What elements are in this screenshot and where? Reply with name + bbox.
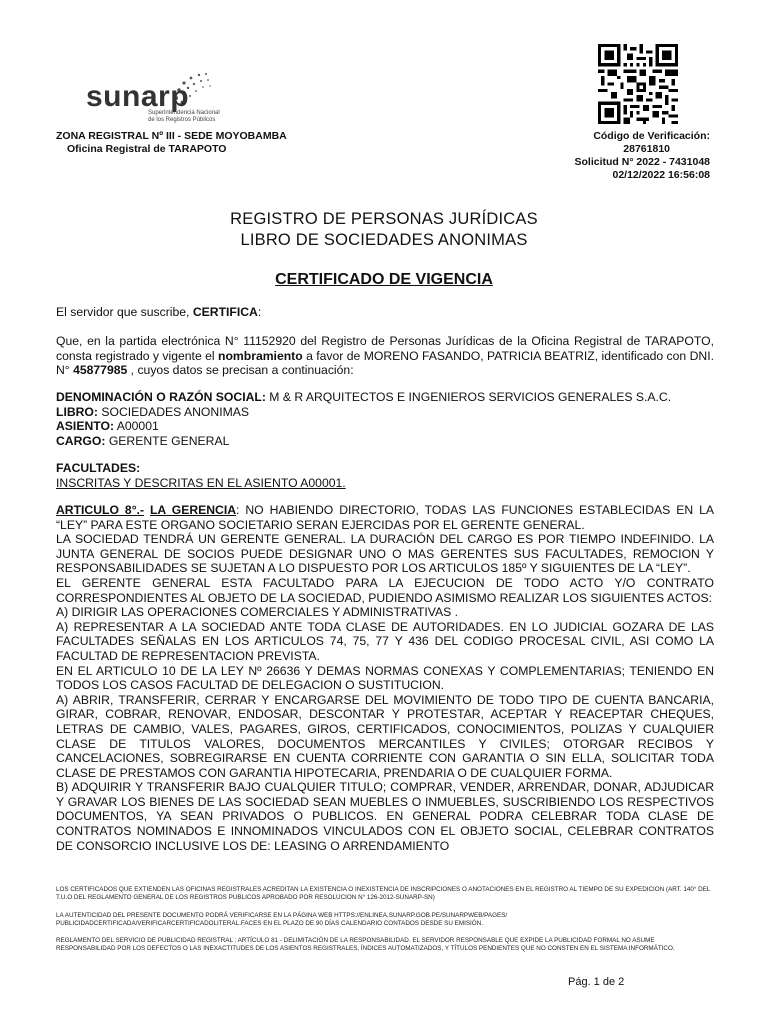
libro-row [56,405,714,420]
asiento-value: A00001 [114,419,159,434]
articulo-text: : NO HABIENDO DIRECTORIO, TODAS LAS FUNCIONES ESTABLECIDAS EN LA “LEY” PARA ESTE ORGANO SOCIETARIO SERAN EJERCIDAS POR EL GERENTE GENERAL. [56,503,714,532]
intro-p2-text: Que, en la partida electrónica N° 11152920 del Registro de Personas Jurídicas de la Oficina Registral de TARAPOTO, consta registrado y vigente el [56,334,714,363]
dni-value: 45877985 [73,363,128,378]
oficina-label: Oficina Registral de TARAPOTO [67,143,227,155]
facultades-paragraph-6: EN EL ARTICULO 10 DE LA LEY Nº 26636 Y DEMAS NORMAS CONEXAS Y COMPLEMENTARIAS; TENIENDO EN TODOS LOS CASOS FACULTAD DE DELEGACION O SUSTITUCION. [56,663,714,693]
facultades-inscritas: INSCRITAS Y DESCRITAS EN EL ASIENTO A00001. [56,475,346,490]
facultades-paragraph-4: A) DIRIGIR LAS OPERACIONES COMERCIALES Y ADMINISTRATIVAS . [56,605,459,620]
facultades-paragraph-5: A) REPRESENTAR A LA SOCIEDAD ANTE TODA CLASE DE AUTORIDADES. EN LO JUDICIAL GOZARA DE LAS FACULTADES SEÑALAS EN LOS ARTICULOS 74, 75, 77 Y 436 DEL CODIGO PROCESAL CIVIL, ASI COMO LA FACULTAD DE REPRESENTACION PREVISTA. [56,619,714,663]
intro-paragraph [56,334,714,378]
registry-title: REGISTRO DE PERSONAS JURÍDICAS [230,210,538,228]
book-title: LIBRO DE SOCIEDADES ANONIMAS [240,231,528,249]
certificate-title: CERTIFICADO DE VIGENCIA [275,271,493,288]
articulo-title: LA GERENCIA [149,503,237,517]
zona-label: ZONA REGISTRAL Nº III - SEDE MOYOBAMBA [56,130,287,142]
facultades-header [56,461,714,490]
facultades-paragraph-3: EL GERENTE GENERAL ESTA FACULTADO PARA LA EJECUCION DE TODO ACTO Y/O CONTRATO CORRESPONDIENTES AL OBJETO DE LA SOCIEDAD, PUDIENDO ASIMISMO REALIZAR LOS SIGUIENTES ACTOS: [56,575,714,605]
intro-p2-end: , cuyos datos se precisan a continuación: [127,363,354,378]
intro-p2-text-2: a favor de MORENO FASANDO, PATRICIA BEATRIZ, identificado con DNI. N° [56,348,714,378]
logo-subtitle-line-2: de los Registros Públicos [148,117,216,123]
sunarp-logo [86,68,236,130]
logo-subtitle [148,110,238,124]
asiento-label: ASIENTO: [56,419,115,434]
denominacion-value: M & R ARQUITECTOS E INGENIEROS SERVICIOS GENERALES S.A.C. [265,390,672,404]
qr-code-icon [598,44,678,124]
details-block [56,390,714,448]
intro-text: El servidor que suscribe, [56,305,193,319]
zona-registral [56,130,287,156]
nombramiento-word: nombramiento [218,348,303,363]
asiento-row [56,419,714,434]
solicitud-label: Solicitud N° 2022 - 7431048 [574,156,710,168]
footer-note-3: REGLAMENTO DEL SERVICIO DE PUBLICIDAD REGISTRAL : ARTÍCULO 81 - DELIMITACIÓN DE LA RESPONSABILIDAD. EL SERVIDOR RESPONSABLE QUE EXPIDE LA PUBLICIDAD FORMAL NO ASUME RESPONSABILIDAD POR LOS DEFECTOS O LAS INEXACTITUDES DE LOS ASIENTOS REGISTRALES, ÍNDICES AUTOMATIZADOS, Y TÍTULOS PENDIENTES QUE NO CONSTEN EN EL SISTEMA INFORMÁTICO. [56,937,675,952]
footer-note-1: LOS CERTIFICADOS QUE EXTIENDEN LAS OFICINAS REGISTRALES ACREDITAN LA EXISTENCIA O INEXISTENCIA DE INSCRIPCIONES O ANOTACIONES EN EL REGISTRO AL TIEMPO DE SU EXPEDICION (ART. 140° DEL T.U.O DEL REGLAMENTO GENERAL DE LOS REGISTROS PUBLICOS APROBADO POR RESOLUCION N° 126-2012-SUNARP-SN) [56,886,711,901]
page-number: Pág. 1 de 2 [568,976,625,988]
cargo-value: GERENTE GENERAL [105,433,230,448]
articulo-label: ARTICULO 8°.- [56,503,145,517]
codigo-label: Código de Verificación: [593,130,710,142]
intro-colon: : [257,305,262,319]
intro-certifica [56,305,714,320]
denominacion-label: DENOMINACIÓN O RAZÓN SOCIAL: [56,390,266,404]
facultades-label: FACULTADES: [56,461,141,475]
libro-label: LIBRO: [56,404,98,419]
logo-word: sunarp [86,80,190,113]
logo-subtitle-line-1: Superintendencia Nacional [148,110,220,116]
codigo-value: 28761810 [623,143,670,155]
facultades-paragraph-7: A) ABRIR, TRANSFERIR, CERRAR Y ENCARGARSE DEL MOVIMIENTO DE TODO TIPO DE CUENTA BANCARIA, GIRAR, COBRAR, RENOVAR, ENDOSAR, DESCONTAR Y PROTESTAR, ACEPTAR Y REACEPTAR CHEQUES, LETRAS DE CAMBIO, VALES, PAGARES, GIROS, CERTIFICADOS, CONOCIMIENTOS, POLIZAS Y CUALQUIER CLASE DE TITULOS VALORES, DOCUMENTOS MERCANTILES Y CIVILES; OTORGAR RECIBOS Y CANCELACIONES, SOBREGIRARSE EN CUENTA CORRIENTE CON GARANTIA O SIN ELLA, SOLICITAR TODA CLASE DE PRESTAMOS CON GARANTIA HIPOTECARIA, PRENDARIA O DE CUALQUIER FORMA. [56,692,714,780]
verification-block [520,130,710,182]
facultades-paragraph-2: LA SOCIEDAD TENDRÁ UN GERENTE GENERAL. LA DURACIÓN DEL CARGO ES POR TIEMPO INDEFINIDO. LA JUNTA GENERAL DE SOCIOS PUEDE DESIGNAR UNO O MAS GERENTES SUS FACULTADES, REMOCION Y RESPONSABILIDADES SE SUJETAN A LO DISPUESTO POR LOS ARTICULOS 185º Y SIGUIENTES DE LA “LEY”. [56,532,714,576]
facultades-paragraph-8: B) ADQUIRIR Y TRANSFERIR BAJO CUALQUIER TITULO; COMPRAR, VENDER, ARRENDAR, DONAR, ADJUDICAR Y GRAVAR LOS BIENES DE LAS SOCIEDAD SEAN MUEBLES O INMUEBLES, SUSCRIBIENDO LOS RESPECTIVOS DOCUMENTOS, YA SEAN PRIVADOS O PUBLICOS. EN GENERAL PODRA CELEBRAR TODA CLASE DE CONTRATOS NOMINADOS E INNOMINADOS VINCULADOS CON EL OBJETO SOCIAL, CELEBRAR CONTRATOS DE CONSORCIO INCLUSIVE LOS DE: LEASING O ARRENDAMIENTO [56,780,714,853]
libro-value: SOCIEDADES ANONIMAS [97,404,250,419]
footer-note-2: LA AUTENTICIDAD DEL PRESENTE DOCUMENTO PODRÁ VERIFICARSE EN LA PÁGINA WEB HTTPS://ENLINEA.SUNARP.GOB.PE/SUNARPWEB/PAGES/ PUBLICIDADCERTIFICADA/VERIFICARCERTIFICADOLITERAL.FACES EN EL PLAZO DE 90 DÍAS CALENDARIO CONTADOS DESDE SU EMISIÓN. [56,912,508,927]
certifica-word: CERTIFICA [192,305,258,319]
fecha-label: 02/12/2022 16:56:08 [612,169,710,181]
denominacion-row [56,390,714,405]
cargo-row [56,434,714,449]
facultades-body [56,503,714,853]
cargo-label: CARGO: [56,433,106,448]
articulo-8-paragraph [56,503,714,532]
